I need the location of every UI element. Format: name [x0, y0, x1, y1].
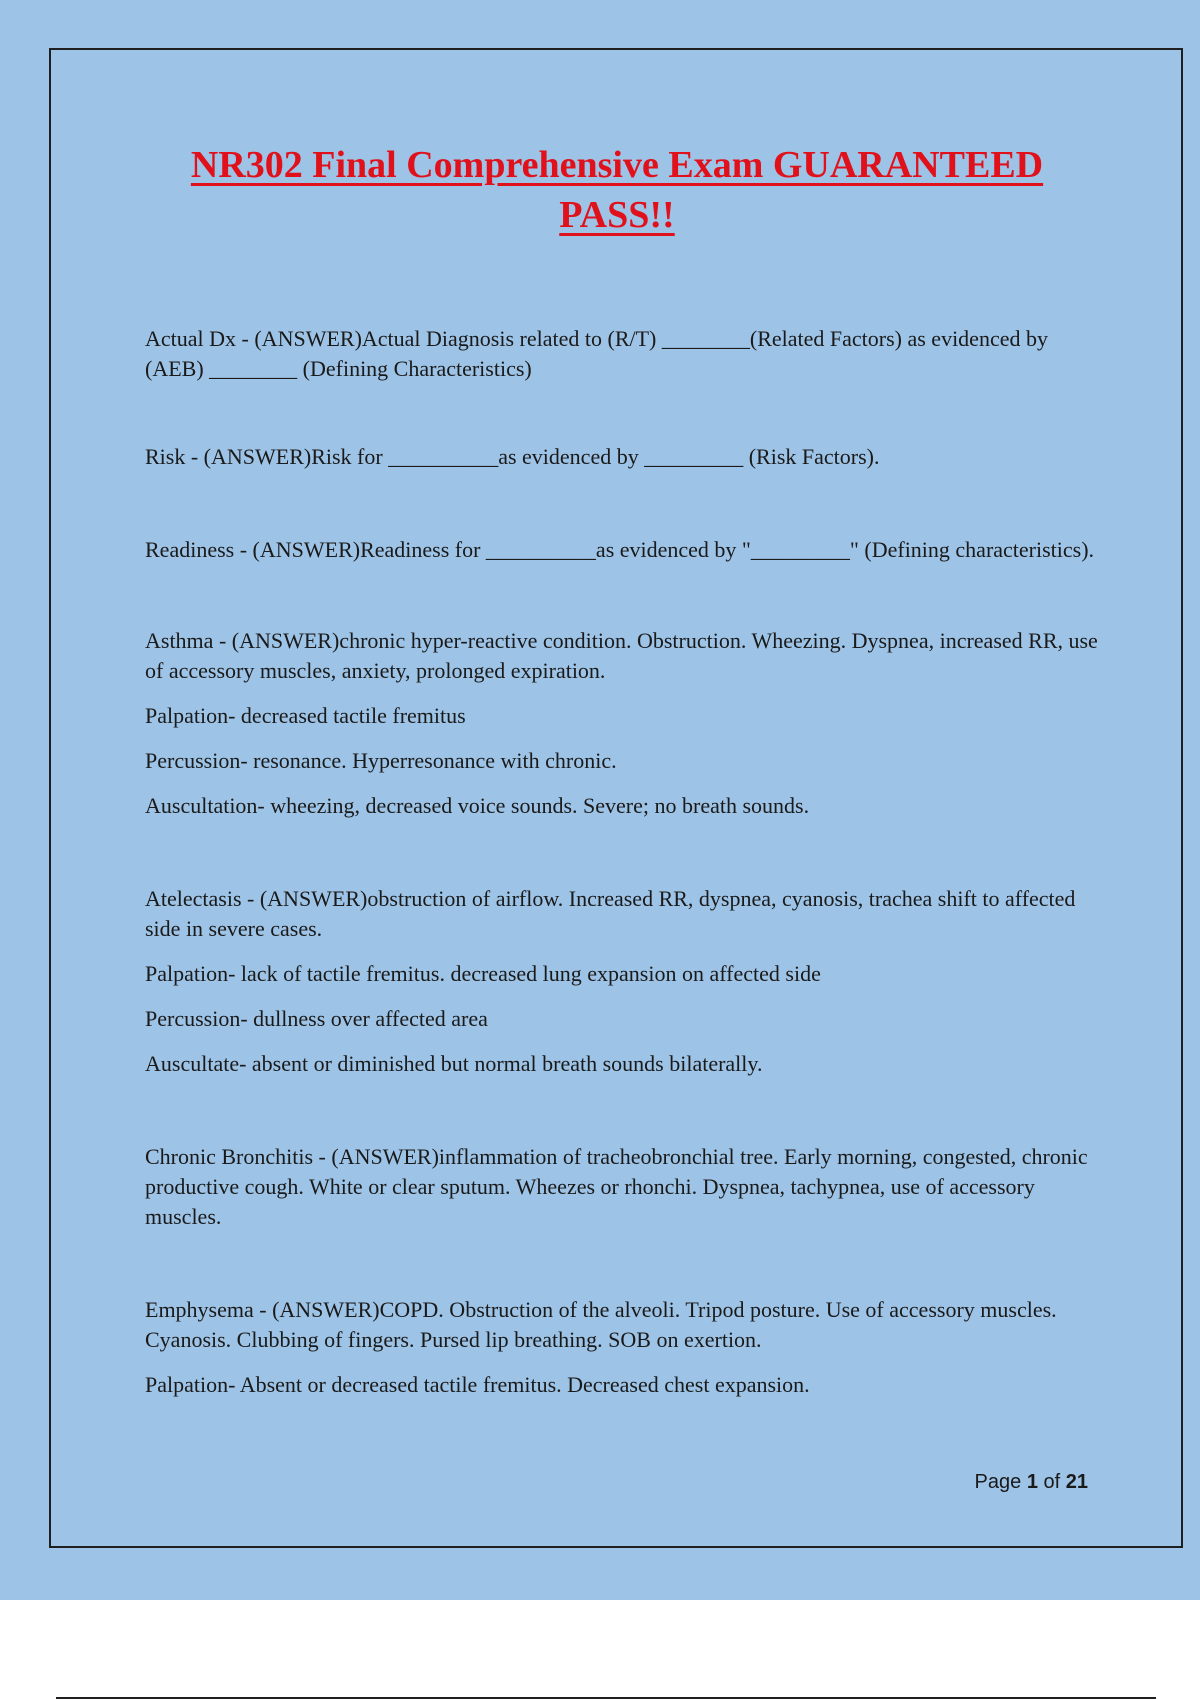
entry-readiness: Readiness - (ANSWER)Readiness for __________as evidenced by "_________" (Defining characteristics). — [145, 537, 1095, 562]
emphysema-palpation: Palpation- Absent or decreased tactile fremitus. Decreased chest expansion. — [145, 1372, 810, 1397]
total-pages: 21 — [1065, 1471, 1088, 1493]
asthma-palpation: Palpation- decreased tactile fremitus — [145, 703, 466, 728]
entry-emphysema: Emphysema - (ANSWER)COPD. Obstruction of the alveoli. Tripod posture. Use of accessory muscles. Cyanosis. Clubbing of fingers. Pursed lip breathing. SOB on exertion. — [145, 1297, 1057, 1352]
entry-asthma: Asthma - (ANSWER)chronic hyper-reactive condition. Obstruction. Wheezing. Dyspnea, increased RR, use of accessory muscles, anxiety, prolonged expiration. — [145, 628, 1098, 683]
title-line-1: NR302 Final Comprehensive Exam GUARANTEED — [190, 144, 1044, 186]
asthma-auscultation: Auscultation- wheezing, decreased voice sounds. Severe; no breath sounds. — [145, 793, 810, 818]
document-title — [0, 140, 1200, 240]
entry-chronic-bronchitis: Chronic Bronchitis - (ANSWER)inflammation of tracheobronchial tree. Early morning, congested, chronic productive cough. White or clear sputum. Wheezes or rhonchi. Dyspnea, tachypnea, use of accessory muscles. — [145, 1144, 1088, 1229]
of-label: of — [1043, 1471, 1061, 1493]
entry-actual-dx: Actual Dx - (ANSWER)Actual Diagnosis related to (R/T) ________(Related Factors) as evidenced by (AEB) ________ (Defining Characteristics) — [145, 326, 1048, 381]
next-page-rule — [56, 1697, 1156, 1699]
page-number — [0, 1471, 1088, 1494]
document-body — [145, 324, 1105, 1400]
entry-atelectasis: Atelectasis - (ANSWER)obstruction of airflow. Increased RR, dyspnea, cyanosis, trachea shift to affected side in severe cases. — [145, 886, 1076, 941]
page-label: Page — [974, 1471, 1022, 1493]
atelectasis-palpation: Palpation- lack of tactile fremitus. decreased lung expansion on affected side — [145, 961, 821, 986]
current-page: 1 — [1026, 1471, 1038, 1493]
asthma-percussion: Percussion- resonance. Hyperresonance with chronic. — [145, 748, 617, 773]
atelectasis-percussion: Percussion- dullness over affected area — [145, 1006, 488, 1031]
entry-risk: Risk - (ANSWER)Risk for __________as evidenced by _________ (Risk Factors). — [145, 444, 880, 469]
atelectasis-auscultation: Auscultate- absent or diminished but normal breath sounds bilaterally. — [145, 1051, 763, 1076]
title-line-2: PASS!! — [559, 194, 675, 236]
